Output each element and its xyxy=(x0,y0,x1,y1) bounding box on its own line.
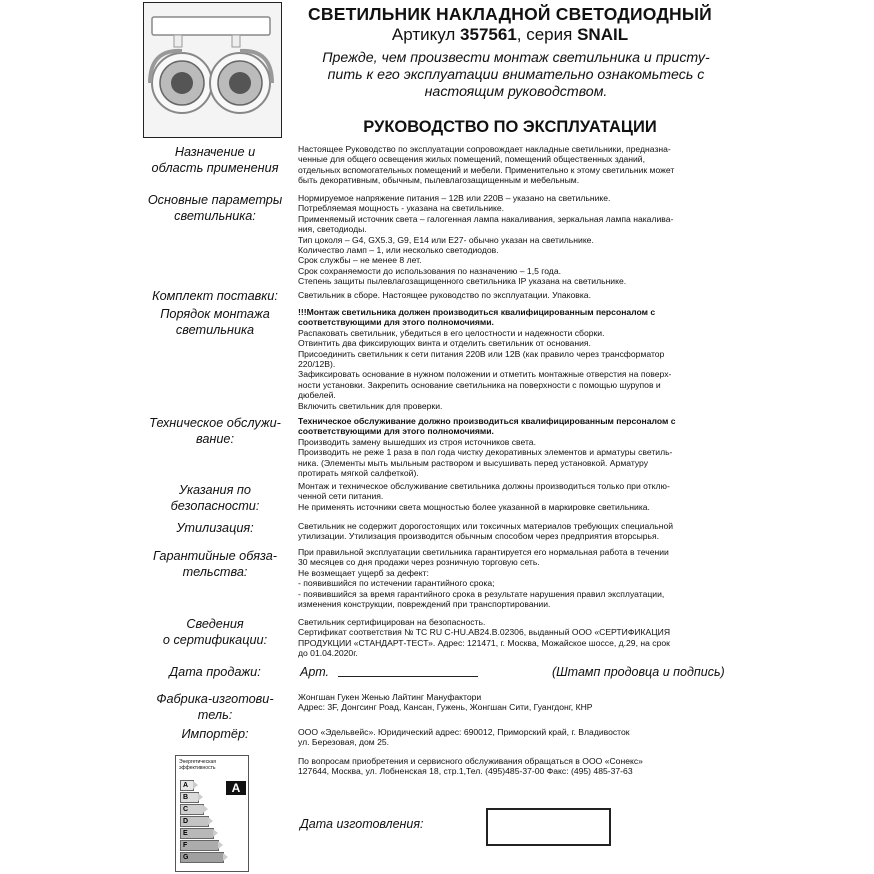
text-params: Нормируемое напряжение питания – 12В или 220В – указано на светильнике. Потребляемая мощность - указана на светильнике. Применяемый источник света – галогенная лампа накаливания, зеркальная лампа накалива- ния, светодиоды. Тип цоколя – G4, GX5.3, G9, E14 или E27- обычно указан на светильнике. Количество ламп – 1, или несколько светодиодов. Срок службы – не менее 8 лет. Срок сохраняемости до использования по назначению – 1,5 года. Степень защиты пылевлагозащищенного светильника IP указана на светильнике. xyxy=(298,193,674,287)
article-label: Артикул xyxy=(391,25,456,44)
intro-line: настоящим руководством. xyxy=(424,84,608,100)
text-warranty: При правильной эксплуатации светильника гарантируется его нормальная работа в течении 30 месяцев со дня продажи через розничную торговую сеть. Не возмещает ущерб за дефект: - появившийся по истечении гарантийного срока; - появившийся за время гарантийного срока в результате нарушения правил эксплуатации, изменения конструкции, повреждений при транспортировании. xyxy=(298,547,669,610)
label-sale-date: Дата продажи: xyxy=(169,665,261,679)
text-purpose: Настоящее Руководство по эксплуатации сопровождает накладные светильники, предназна- ченные для общего освещения жилых помещений, помещений общественных зданий, отдельных вспомогательных помещений и мебели. Применительно к этому светильник может быть декоративным, обычным, пылевлагозащищенным и мебельным. xyxy=(298,144,675,186)
text-service: По вопросам приобретения и сервисного обслуживания обращаться в ООО «Сонекс» 127644, Москва, ул. Лобненская 18, стр.1,Тел. (495)485-37-00 Факс: (495) 485-37-63 xyxy=(298,756,643,777)
stamp-label: (Штамп продовца и подпись) xyxy=(552,665,725,679)
label-safety: Указания по безопасности: xyxy=(170,483,260,513)
label-mounting: Порядок монтажа светильника xyxy=(160,307,270,337)
energy-class-bar-a: A xyxy=(180,780,194,791)
document-title: СВЕТИЛЬНИК НАКЛАДНОЙ СВЕТОДИОДНЫЙ xyxy=(308,4,712,24)
intro-line: пить к его эксплуатации внимательно ознакомьтесь с xyxy=(327,67,705,83)
luminaire-image xyxy=(144,3,281,137)
text-certification: Светильник сертифицирован на безопасность. Сертификат соответствия № ТС RU С-HU.АВ24.В.02306, выданный ООО «СЕРТИФИКАЦИЯ ПРОДУКЦИИ «СТАНДАРТ-ТЕСТ». Адрес: 121471, г. Москва, Можайское шоссе, д.29, на срок до 01.04.2020г. xyxy=(298,617,671,659)
manufacture-date-box xyxy=(486,808,611,846)
label-kit: Комплект поставки: xyxy=(152,289,278,303)
energy-class-badge: A xyxy=(226,781,246,795)
energy-class-bar-f: F xyxy=(180,840,219,851)
series-name: SNAIL xyxy=(577,25,629,44)
energy-title: Энергетическая эффективность xyxy=(179,759,216,771)
label-certification: Сведения о сертификации: xyxy=(162,617,268,647)
article-line xyxy=(290,25,730,45)
product-photo xyxy=(143,2,282,138)
art-label: Арт. xyxy=(300,665,330,679)
energy-class-bar-g: G xyxy=(180,852,224,863)
series-label: , серия xyxy=(516,25,573,44)
label-maintenance: Техническое обслужи- вание: xyxy=(149,416,281,446)
energy-class-bar-c: C xyxy=(180,804,204,815)
label-purpose: Назначение и область применения xyxy=(151,145,279,175)
energy-class-bar-e: E xyxy=(180,828,214,839)
intro-line: Прежде, чем произвести монтаж светильника и присту- xyxy=(322,50,710,66)
text-mounting: !!!Монтаж светильника должен производиться квалифицированным персоналом с соответствующими для этого полномочиями. Распаковать светильник, убедиться в его целостности и надежности сборки. Отвинтить два фиксирующих винта и отделить светильник от основания. Присоединить светильник к сети питания 220В или 12В (как правило через трансформатор 220/12В). Зафиксировать основание в нужном положении и отметить монтажные отверстия на поверх- ности установки. Закрепить основание светильника на поверхности с помощью шурупов и дюбелей. Включить светильник для проверки. xyxy=(298,307,672,411)
label-disposal: Утилизация: xyxy=(176,521,254,535)
art-line xyxy=(338,676,478,677)
text-importer: ООО «Эдельвейс». Юридический адрес: 690012, Приморский край, г. Владивосток ул. Березовая, дом 25. xyxy=(298,727,630,748)
label-importer: Импортёр: xyxy=(181,727,249,741)
article-number: 357561 xyxy=(460,25,517,44)
text-disposal: Светильник не содержит дорогостоящих или токсичных материалов требующих специальной утилизации. Утилизация производится обычным способом через предприятия вторсырья. xyxy=(298,521,674,542)
text-maintenance: Техническое обслуживание должно производиться квалифицированным персоналом с соответствующими для этого полномочиями. Производить замену вышедших из строя источников света. Производить не реже 1 раза в пол года чистку декоративных элементов и арматуры светиль- ника. (Элементы мыть мыльным раствором и высушивать перед установкой. Арматуру протирать мягкой салфеткой). xyxy=(298,416,676,479)
energy-class-bar-d: D xyxy=(180,816,209,827)
label-warranty: Гарантийные обяза- тельства: xyxy=(152,549,278,579)
label-factory: Фабрика-изготови- тель: xyxy=(156,692,274,722)
manual-title: РУКОВОДСТВО ПО ЭКСПЛУАТАЦИИ xyxy=(363,118,657,136)
text-safety: Монтаж и техническое обслуживание светильника должны производиться только при отклю- ченной сети питания. Не применять источники света мощностью более указанной в маркировке светильника. xyxy=(298,481,670,512)
label-params: Основные параметры светильника: xyxy=(147,193,283,223)
text-kit: Светильник в сборе. Настоящее руководство по эксплуатации. Упаковка. xyxy=(298,290,591,300)
text-factory: Жонгшан Гукен Женью Лайтинг Мануфактори Адрес: 3F, Донгсинг Роад, Кансан, Гужень, Жонгшан Сити, Гуангдонг, КНР xyxy=(298,692,593,713)
manufacture-date-label: Дата изготовления: xyxy=(300,817,424,831)
intro-notice xyxy=(296,50,736,101)
energy-class-bar-b: B xyxy=(180,792,199,803)
energy-efficiency-label xyxy=(175,755,249,872)
